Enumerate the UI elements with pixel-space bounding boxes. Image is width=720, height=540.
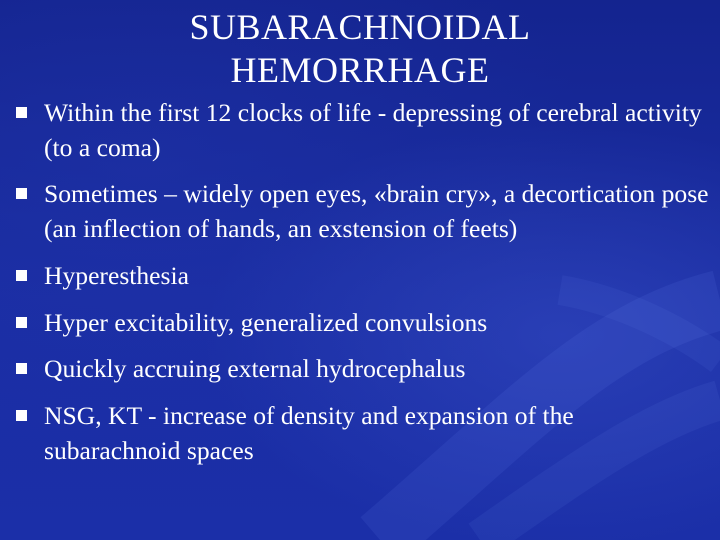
- bullet-item: [16, 306, 712, 341]
- square-bullet-icon: [16, 317, 27, 328]
- square-bullet-icon: [16, 410, 27, 421]
- bullet-item: [16, 259, 712, 294]
- bullet-text: Within the first 12 clocks of life - depressing of cerebral activity (to a coma): [44, 98, 702, 162]
- bullet-text: Hyper excitability, generalized convulsions: [44, 307, 488, 337]
- bullet-text: Hyperesthesia: [44, 260, 189, 290]
- square-bullet-icon: [16, 363, 27, 374]
- bullet-text: NSG, KT - increase of density and expansion of the subarachnoid spaces: [44, 401, 574, 465]
- square-bullet-icon: [16, 188, 27, 199]
- slide-title: [60, 6, 660, 92]
- bullet-item: [16, 177, 712, 246]
- bullet-text: Quickly accruing external hydrocephalus: [44, 354, 466, 384]
- title-line-1: SUBARACHNOIDAL: [189, 7, 531, 47]
- square-bullet-icon: [16, 270, 27, 281]
- bullet-item: [16, 399, 712, 468]
- bullet-text: Sometimes – widely open eyes, «brain cry», a decortication pose (an inflection of hands, an exstension of feets): [44, 179, 709, 243]
- square-bullet-icon: [16, 107, 27, 118]
- bullet-item: [16, 352, 712, 387]
- bullet-item: [16, 96, 712, 165]
- bullet-list: [16, 96, 712, 480]
- title-line-2: HEMORRHAGE: [230, 50, 490, 90]
